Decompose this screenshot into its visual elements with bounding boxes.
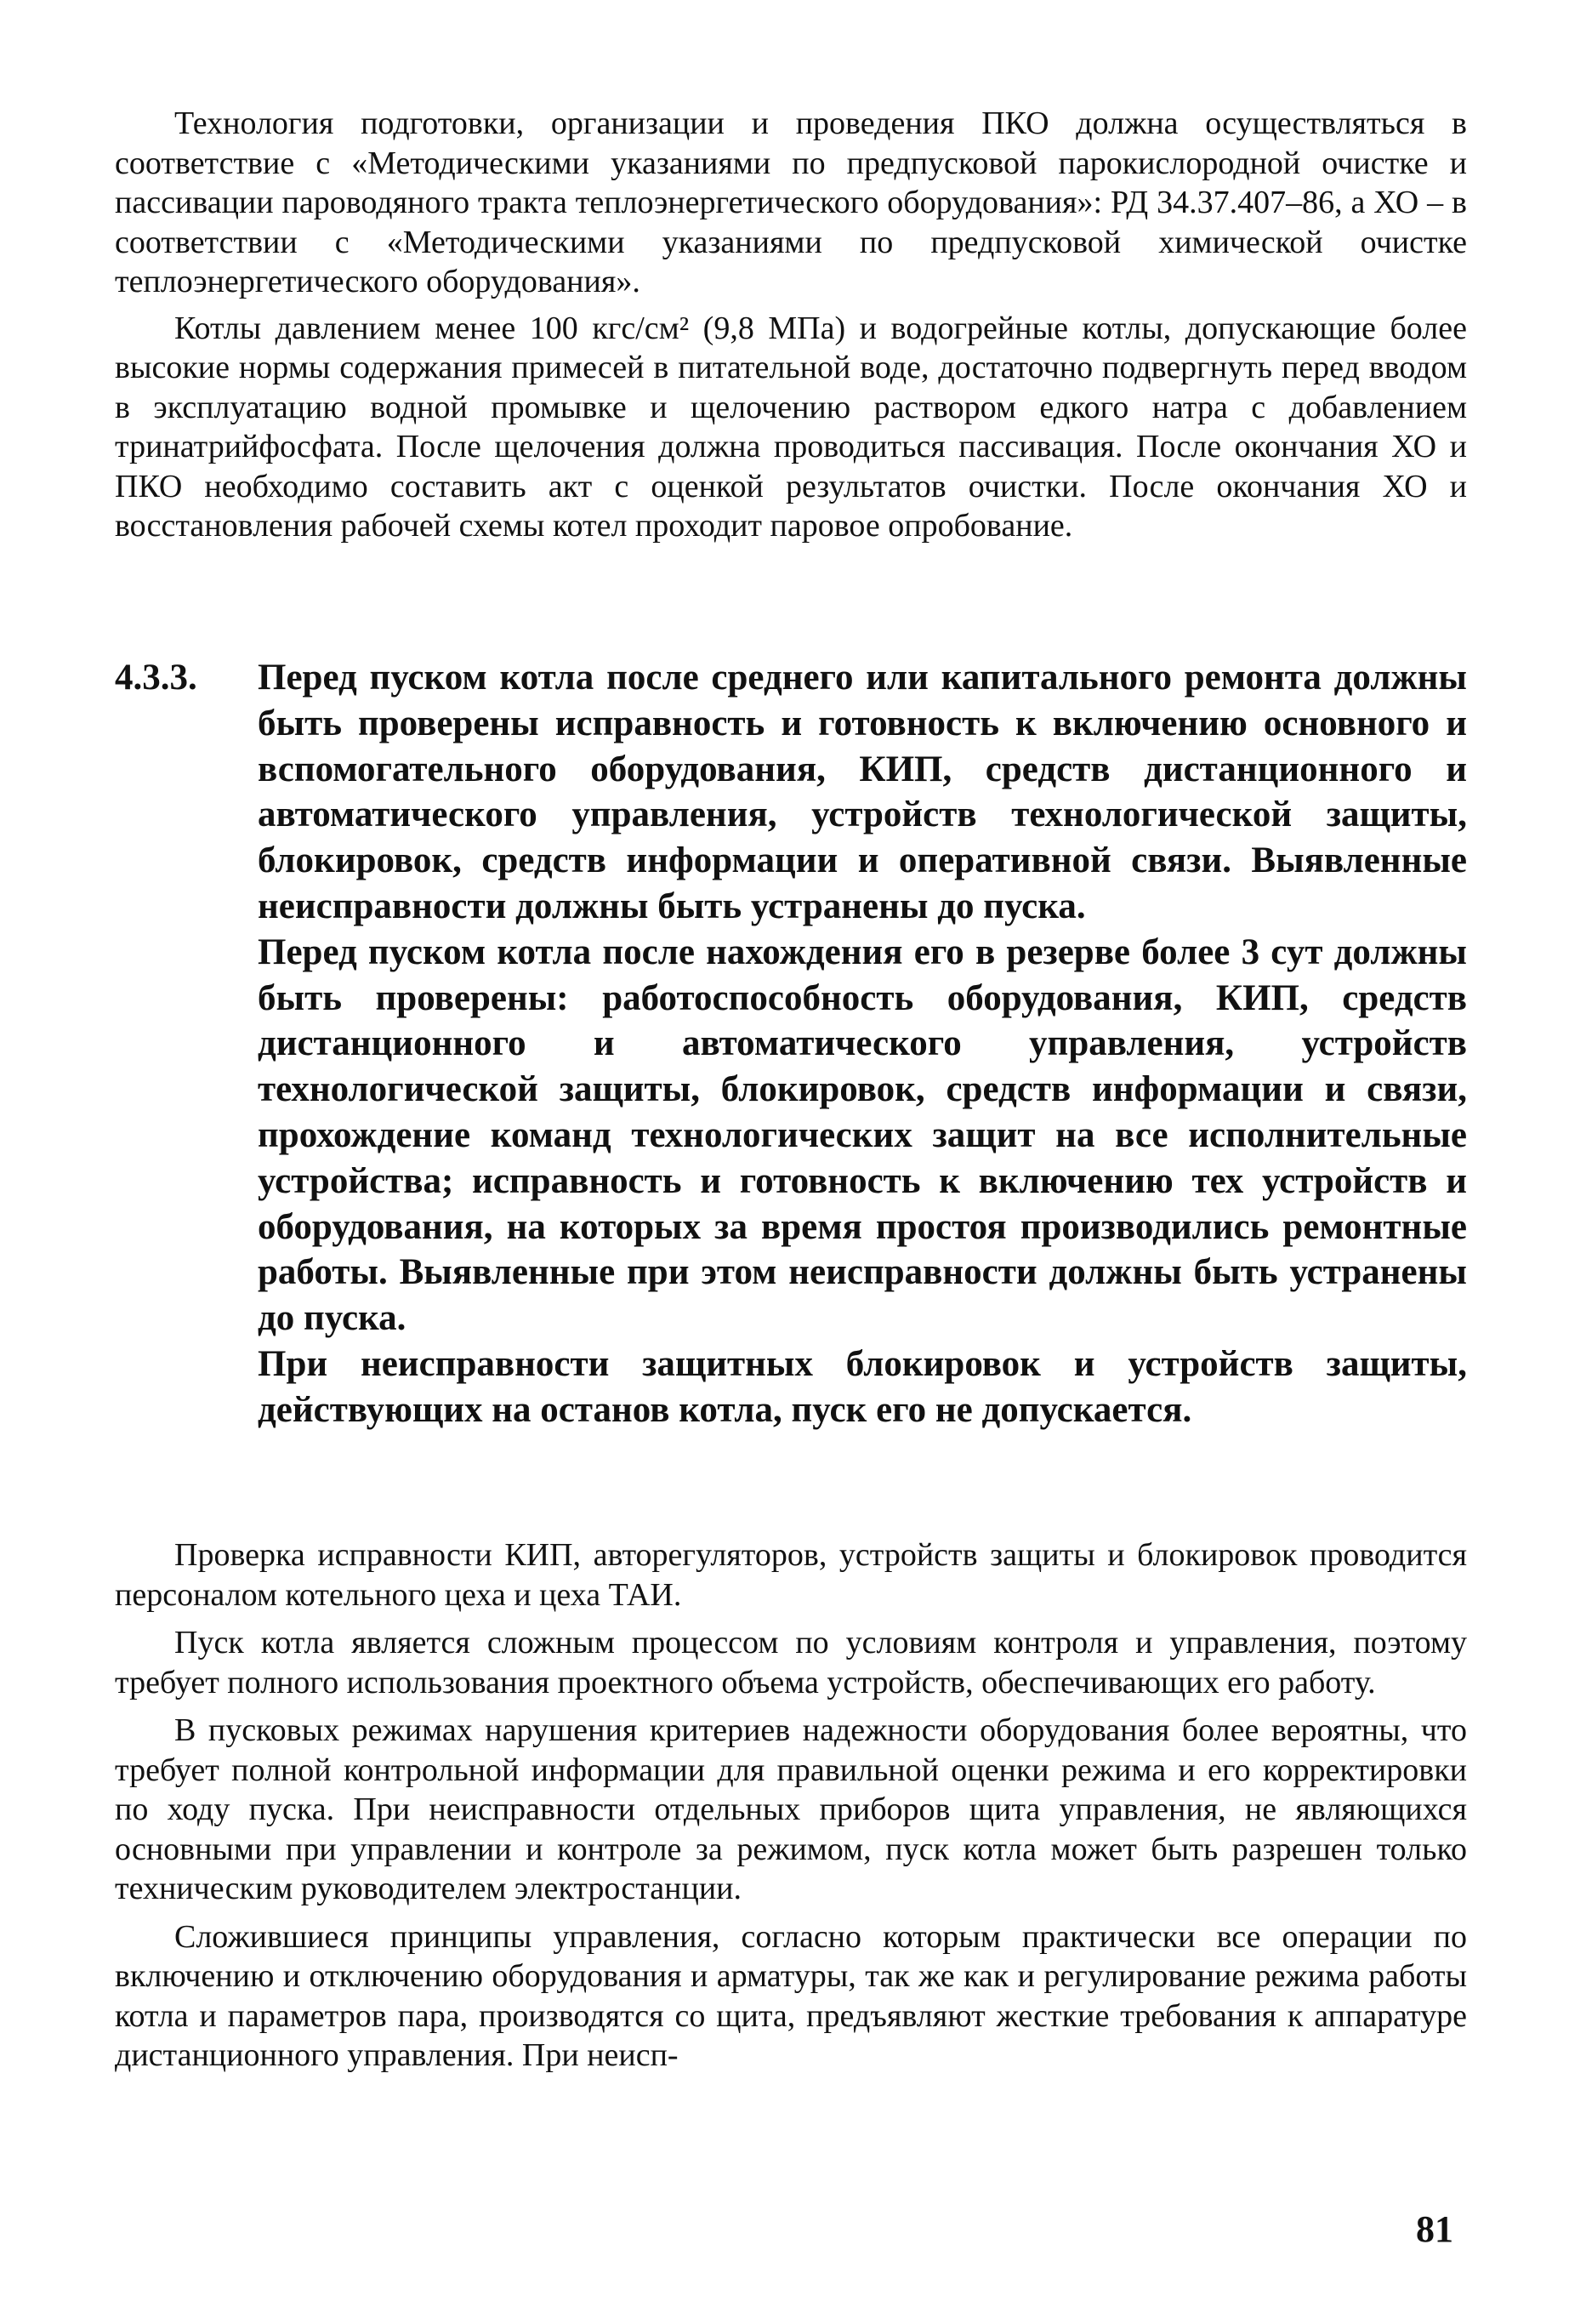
section-body [258,655,1467,1433]
paragraph-startup-complex: Пуск котла является сложным процессом по условиям контроля и управления, поэтому требует полного использования проектного объема устройств, обеспечивающих его работу. [115,1625,1467,1700]
page-number: 81 [1416,2208,1453,2250]
section-number: 4.3.3. [115,658,197,698]
paragraph-kip-check: Проверка исправности КИП, авторегуляторов, устройств защиты и блокировок проводится персоналом котельного цеха и цеха ТАИ. [115,1537,1467,1613]
paragraph-boilers-pressure: Котлы давлением менее 100 кгс/см² (9,8 МПа) и водогрейные котлы, допускающие более высокие нормы содержания примесей в питательной воде, достаточно подвергнуть перед вводом в эксплуатацию водной промывке и щелочению раствором едкого натра с добавлением тринатрийфосфата. После щелочения должна проводиться пассивация. После окончания ХО и ПКО необходимо составить акт с оценкой результатов очистки. После окончания ХО и восстановления рабочей схемы котел проходит паровое опробование. [115,310,1467,544]
paragraph-pko-methodology: Технология подготовки, организации и проведения ПКО должна осуществляться в соответствие с «Методическими указаниями по предпусковой парокислородной очистке и пассивации пароводяного тракта теплоэнергетического оборудования»: РД 34.37.407–86, а ХО – в соответствии с «Методическими указаниями по предпусковой химической очистке теплоэнергетического оборудования». [115,105,1467,299]
section-paragraph-reserve-check: Перед пуском котла после нахождения его в резерве более 3 сут должны быть проверены: работоспособность оборудования, КИП, средств дистанционного и автоматического управления, устройств технологической защиты, блокировок, средств информации и связи, прохождение команд технологических защит на все исполнительные устройства; исправность и готовность к включению тех устройств и оборудования, на которых за время простоя производились ремонтные работы. Выявленные при этом неисправности должны быть устранены до пуска. [258,931,1467,1339]
paragraph-startup-modes: В пусковых режимах нарушения критериев надежности оборудования более вероятны, что требует полной контрольной информации для правильной оценки режима и его корректировки по ходу пуска. При неисправности отдельных приборов щита управления, не являющихся основными при управлении и контроле за режимом, пуск котла может быть разрешен только техническим руководителем электростанции. [115,1712,1467,1906]
paragraph-control-principles: Сложившиеся принципы управления, согласно которым практически все операции по включению и отключению оборудования и арматуры, так же как и регулирование режима работы котла и параметров пара, производятся со щита, предъявляют жесткие требования к аппаратуре дистанционного управления. При неисп- [115,1918,1467,2073]
section-paragraph-protection-fault: При неисправности защитных блокировок и устройств защиты, действующих на останов котла, пуск его не допускается. [258,1343,1467,1430]
section-paragraph-repair-check: Перед пуском котла после среднего или капитального ремонта должны быть проверены исправность и готовность к включению основного и вспомогательного оборудования, КИП, средств дистанционного и автоматического управления, устройств технологической защиты, блокировок, средств информации и оперативной связи. Выявленные неисправности должны быть устранены до пуска. [258,658,1467,926]
intro-text-block [115,104,1467,546]
commentary-text-block [115,1535,1467,2084]
